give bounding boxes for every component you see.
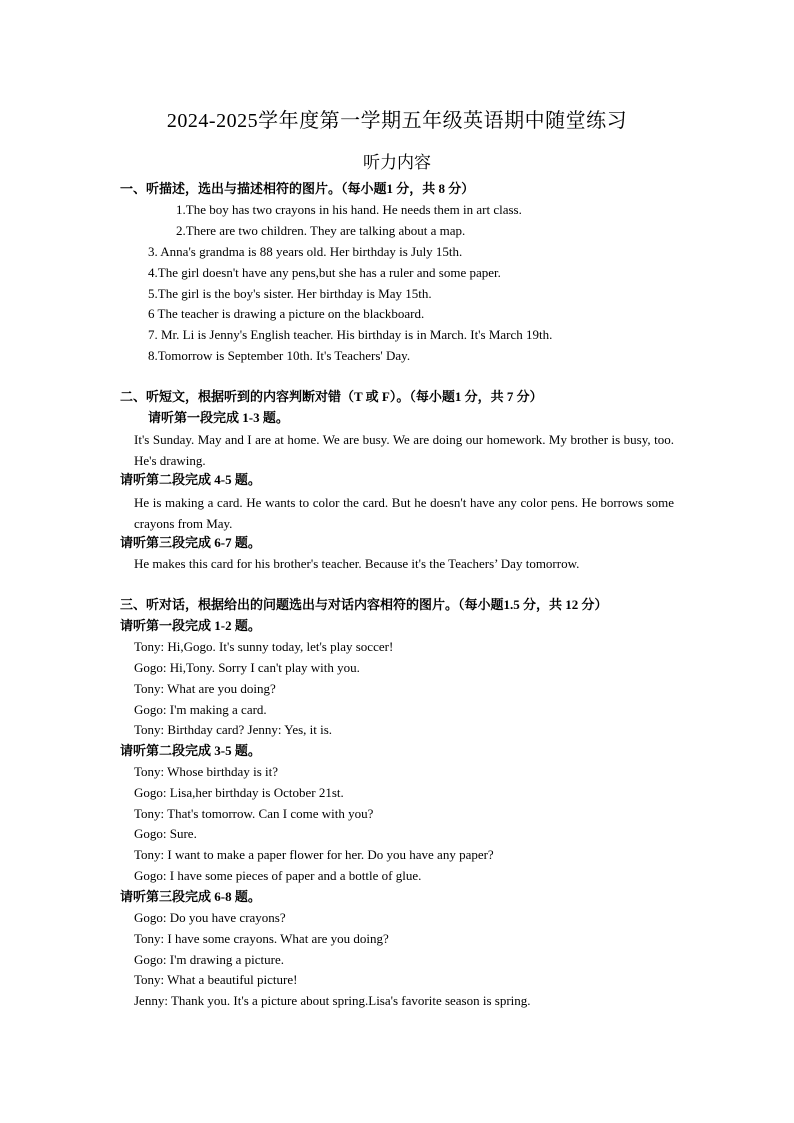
section2-part2-label: 请听第二段完成 4-5 题。 bbox=[120, 472, 261, 487]
section3-heading: 三、听对话，根据给出的问题选出与对话内容相符的图片。（每小题1.5 分，共 12 分） bbox=[120, 597, 608, 612]
page-subtitle: 听力内容 bbox=[363, 153, 431, 172]
section1-item: 7. Mr. Li is Jenny's English teacher. His birthday is in March. It's March 19th. bbox=[148, 327, 553, 342]
section3-part3-label: 请听第三段完成 6-8 题。 bbox=[120, 889, 261, 904]
dialogue-line: Tony: That's tomorrow. Can I come with you? bbox=[134, 806, 374, 821]
dialogue-line: Gogo: Lisa,her birthday is October 21st. bbox=[134, 785, 344, 800]
dialogue-line: Tony: I want to make a paper flower for her. Do you have any paper? bbox=[134, 847, 494, 862]
section2-part2-text: He is making a card. He wants to color the card. But he doesn't have any color pens. He borrows some crayons from May. bbox=[134, 495, 674, 531]
section2-part1-label: 请听第一段完成 1-3 题。 bbox=[148, 410, 289, 425]
dialogue-line: Tony: I have some crayons. What are you doing? bbox=[134, 931, 389, 946]
section1-item: 1.The boy has two crayons in his hand. He needs them in art class. bbox=[176, 202, 522, 217]
section2-part1-text: It's Sunday. May and I are at home. We are busy. We are doing our homework. My brother is busy, too. He's drawing. bbox=[134, 432, 674, 468]
section1-item: 4.The girl doesn't have any pens,but she has a ruler and some paper. bbox=[148, 265, 501, 280]
dialogue-line: Gogo: Hi,Tony. Sorry I can't play with you. bbox=[134, 660, 360, 675]
dialogue-line: Gogo: I'm drawing a picture. bbox=[134, 952, 284, 967]
dialogue-line: Tony: What are you doing? bbox=[134, 681, 276, 696]
section2-part3-label: 请听第三段完成 6-7 题。 bbox=[120, 535, 261, 550]
section3-part1-label: 请听第一段完成 1-2 题。 bbox=[120, 618, 261, 633]
dialogue-line: Tony: Whose birthday is it? bbox=[134, 764, 278, 779]
dialogue-line: Tony: Hi,Gogo. It's sunny today, let's play soccer! bbox=[134, 639, 394, 654]
section2-part3-text: He makes this card for his brother's teacher. Because it's the Teachers’ Day tomorrow. bbox=[134, 556, 580, 571]
section2-heading: 二、听短文，根据听到的内容判断对错（T 或 F）。（每小题1 分，共 7 分） bbox=[120, 389, 543, 404]
section3-part2-label: 请听第二段完成 3-5 题。 bbox=[120, 743, 261, 758]
dialogue-line: Gogo: I'm making a card. bbox=[134, 702, 267, 717]
dialogue-line: Gogo: I have some pieces of paper and a bottle of glue. bbox=[134, 868, 422, 883]
section1-heading: 一、听描述，选出与描述相符的图片。（每小题1 分，共 8 分） bbox=[120, 181, 475, 196]
dialogue-line: Gogo: Sure. bbox=[134, 826, 197, 841]
page-title: 2024-2025学年度第一学期五年级英语期中随堂练习 bbox=[166, 110, 628, 132]
section1-item: 8.Tomorrow is September 10th. It's Teachers' Day. bbox=[148, 348, 411, 363]
section1-item: 6 The teacher is drawing a picture on the blackboard. bbox=[148, 306, 425, 321]
section1-item: 3. Anna's grandma is 88 years old. Her birthday is July 15th. bbox=[148, 244, 463, 259]
dialogue-line: Gogo: Do you have crayons? bbox=[134, 910, 286, 925]
dialogue-line: Tony: What a beautiful picture! bbox=[134, 972, 298, 987]
dialogue-line: Tony: Birthday card? Jenny: Yes, it is. bbox=[134, 722, 333, 737]
section1-item: 5.The girl is the boy's sister. Her birthday is May 15th. bbox=[148, 286, 432, 301]
section1-item: 2.There are two children. They are talking about a map. bbox=[176, 223, 466, 238]
dialogue-line: Jenny: Thank you. It's a picture about spring.Lisa's favorite season is spring. bbox=[134, 993, 531, 1008]
